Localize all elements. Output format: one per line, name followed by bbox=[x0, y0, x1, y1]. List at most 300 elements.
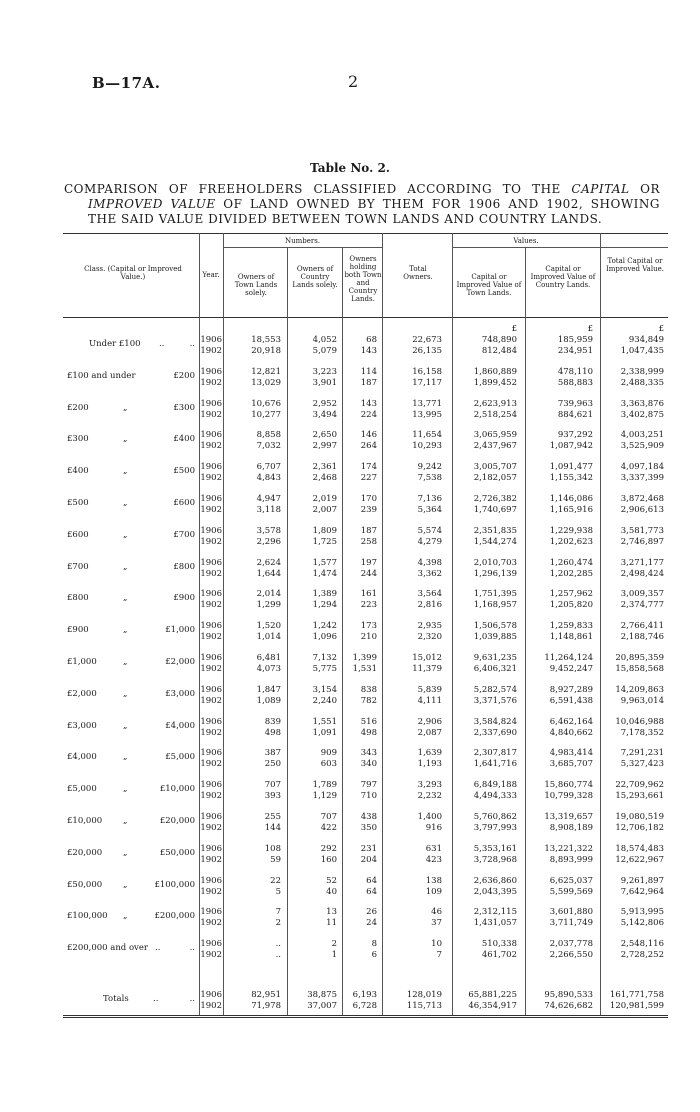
year-cell-1902: 1902 bbox=[200, 346, 222, 356]
total-value-cell-1906: 14,209,863 bbox=[615, 684, 664, 695]
town-owners-cell-1902: 3,118 bbox=[256, 505, 281, 515]
country-value-cell-1906: 937,292 bbox=[557, 430, 593, 441]
total-owners-cell-1906: 2,935 bbox=[417, 621, 442, 632]
year-cell-1906: 1906 bbox=[200, 366, 222, 377]
class-from: £20,000 bbox=[67, 847, 103, 858]
year-cell bbox=[199, 907, 222, 929]
town-owners-cell-1906: 7 bbox=[275, 907, 281, 918]
country-owners-cell bbox=[287, 812, 337, 834]
town-owners-cell-1902: 2 bbox=[275, 918, 281, 929]
country-value-cell bbox=[525, 748, 593, 770]
town-value-cell-1906: 2,307,817 bbox=[473, 748, 517, 759]
country-value-cell-1906: 13,221,322 bbox=[544, 843, 593, 854]
year-cell-1902: 1902 bbox=[200, 473, 222, 484]
total-value-cell-1906: 3,363,876 bbox=[620, 398, 664, 409]
country-owners-cell bbox=[287, 939, 337, 961]
total-value-cell bbox=[600, 462, 664, 484]
class-ditto: „ bbox=[123, 784, 128, 795]
town-value-cell-1902: 1,899,452 bbox=[473, 377, 517, 388]
class-from: £3,000 bbox=[67, 720, 97, 731]
total-value-cell-1906: 3,009,357 bbox=[620, 589, 664, 600]
country-value-cell bbox=[525, 335, 593, 357]
table-row bbox=[63, 589, 668, 611]
both-owners-cell-1906: 146 bbox=[360, 430, 377, 441]
country-owners-cell-1906: 707 bbox=[320, 812, 337, 822]
total-owners-cell bbox=[382, 399, 442, 421]
both-owners-cell-1902: 264 bbox=[360, 441, 377, 452]
town-owners-cell-1906: 82,951 bbox=[251, 990, 281, 1000]
town-owners-cell-1906: 1,847 bbox=[256, 684, 281, 695]
year-cell bbox=[199, 430, 222, 452]
total-owners-cell bbox=[382, 907, 442, 929]
town-owners-cell bbox=[223, 399, 281, 421]
comparison-table bbox=[63, 233, 668, 1023]
both-owners-cell-1902: 210 bbox=[360, 632, 377, 643]
country-value-cell-1906: 1,146,086 bbox=[549, 494, 593, 504]
country-value-cell-1902: 5,599,569 bbox=[549, 886, 593, 897]
year-header: Year. bbox=[202, 271, 220, 279]
country-value-cell bbox=[525, 367, 593, 389]
year-cell-1906: 1906 bbox=[200, 875, 222, 886]
country-value-cell bbox=[525, 621, 593, 643]
total-owners-cell-1906: 1,639 bbox=[417, 748, 442, 759]
town-value-cell-1902: 3,797,993 bbox=[473, 823, 517, 833]
both-owners-cell bbox=[342, 462, 377, 484]
total-owners-cell bbox=[382, 685, 442, 707]
total-value-cell-1906: 2,338,999 bbox=[620, 366, 664, 377]
country-value-cell-1906: 8,927,289 bbox=[549, 684, 593, 695]
town-value-cell-1906: 3,584,824 bbox=[473, 716, 517, 727]
town-owners-cell bbox=[223, 621, 281, 643]
town-owners-cell bbox=[223, 653, 281, 675]
country-owners-cell bbox=[287, 558, 337, 580]
class-from: £2,000 bbox=[67, 688, 97, 699]
town-value-cell-1902: 1,431,057 bbox=[473, 918, 517, 929]
total-owners-cell bbox=[382, 748, 442, 770]
country-owners-cell-1906: 52 bbox=[326, 875, 337, 886]
class-to: £400 bbox=[173, 434, 195, 445]
year-cell bbox=[199, 621, 222, 643]
total-value-cell bbox=[600, 558, 664, 580]
country-value-cell bbox=[525, 876, 593, 898]
table-row bbox=[63, 876, 668, 898]
town-value-cell-1906: 6,849,188 bbox=[473, 780, 517, 791]
both-owners-cell-1906: 173 bbox=[360, 621, 377, 632]
town-owners-cell-1902: 20,918 bbox=[251, 346, 281, 356]
total-value-cell-1906: 2,766,411 bbox=[620, 621, 664, 632]
class-to: £4,000 bbox=[165, 720, 195, 731]
year-cell-1902: 1902 bbox=[200, 441, 222, 452]
town-owners-cell-1902: 250 bbox=[264, 759, 281, 770]
total-value-cell-1906: 161,771,758 bbox=[609, 990, 664, 1000]
town-value-cell bbox=[452, 399, 517, 421]
town-owners-cell-1902: 71,978 bbox=[251, 1001, 281, 1011]
year-cell-1902: 1902 bbox=[200, 1001, 222, 1011]
total-owners-cell-1906: 4,398 bbox=[417, 557, 442, 568]
both-owners-cell-1906: 438 bbox=[360, 812, 377, 822]
total-value-cell bbox=[600, 685, 664, 707]
class-ditto: „ bbox=[123, 847, 128, 858]
country-owners-cell-1902: 2,007 bbox=[312, 505, 337, 515]
country-owners-cell-1906: 1,809 bbox=[312, 525, 337, 536]
table-row bbox=[63, 558, 668, 580]
class-ditto: „ bbox=[123, 402, 128, 413]
class-to: £10,000 bbox=[159, 784, 195, 795]
class-from: Totals bbox=[103, 994, 129, 1004]
total-value-cell bbox=[600, 526, 664, 548]
total-owners-cell bbox=[382, 462, 442, 484]
town-value-cell-1902: 2,043,395 bbox=[473, 886, 517, 897]
total-owners-cell-1906: 16,158 bbox=[412, 366, 442, 377]
country-owners-cell bbox=[287, 990, 337, 1012]
class-ditto: „ bbox=[123, 688, 128, 699]
both-owners-cell bbox=[342, 526, 377, 548]
both-owners-cell-1902: 244 bbox=[360, 568, 377, 579]
class-ditto: „ bbox=[123, 879, 128, 890]
year-cell bbox=[199, 876, 222, 898]
class-from: £100 and under bbox=[67, 370, 136, 381]
country-value-cell bbox=[525, 494, 593, 516]
both-owners-cell-1906: 516 bbox=[360, 716, 377, 727]
total-owners-cell-1906: 9,242 bbox=[417, 462, 442, 473]
town-owners-cell-1906: 1,520 bbox=[256, 621, 281, 632]
country-owners-cell-1902: 5,079 bbox=[312, 346, 337, 356]
town-value-cell-1906: 65,881,225 bbox=[468, 990, 517, 1000]
table-caption: COMPARISON OF FREEHOLDERS CLASSIFIED ACCORDING TO THE CAPITAL OR IMPROVED VALUE OF LAND OWNED BY THEM FOR 1906 AND 1902, SHOWING THE SAID VALUE DIVIDED BETWEEN TOWN LANDS AND COUNTRY LANDS. bbox=[64, 182, 661, 226]
total-value-cell bbox=[600, 717, 664, 739]
country-owners-cell-1906: 2 bbox=[331, 939, 337, 950]
country-value-cell-1902: 234,951 bbox=[557, 346, 593, 356]
both-owners-cell-1902: 710 bbox=[360, 791, 377, 802]
town-value-cell-1906: 2,636,860 bbox=[473, 875, 517, 886]
both-owners-cell bbox=[342, 990, 377, 1012]
class-to: £50,000 bbox=[159, 847, 195, 858]
country-owners-cell-1902: 1,096 bbox=[312, 632, 337, 643]
town-value-cell-1906: 3,065,959 bbox=[473, 430, 517, 441]
total-owners-cell-1902: 11,379 bbox=[412, 664, 442, 674]
both-owners-cell bbox=[342, 558, 377, 580]
total-owners-cell-1906: 631 bbox=[425, 843, 442, 854]
town-owners-cell-1906: 3,578 bbox=[256, 525, 281, 536]
year-cell bbox=[199, 335, 222, 357]
table-number: Table No. 2. bbox=[310, 161, 390, 175]
both-owners-cell bbox=[342, 812, 377, 834]
town-owners-cell-1902: 1,299 bbox=[256, 600, 281, 611]
total-value-cell-1906: 10,046,988 bbox=[615, 716, 664, 727]
country-value-cell-1902: 4,840,662 bbox=[549, 727, 593, 738]
total-value-cell-1902: 2,728,252 bbox=[620, 950, 664, 961]
total-value-cell-1906: 9,261,897 bbox=[620, 875, 664, 886]
year-cell-1902: 1902 bbox=[200, 664, 222, 674]
year-cell bbox=[199, 462, 222, 484]
year-cell-1906: 1906 bbox=[200, 684, 222, 695]
total-value-cell-1902: 2,188,746 bbox=[620, 632, 664, 643]
total-value-cell bbox=[600, 844, 664, 866]
both-owners-cell bbox=[342, 907, 377, 929]
country-value-cell-1906: 1,229,938 bbox=[549, 525, 593, 536]
country-owners-cell-1906: 292 bbox=[320, 843, 337, 854]
town-owners-cell-1906: 707 bbox=[264, 780, 281, 791]
total-value-cell-1906: 4,003,251 bbox=[620, 430, 664, 441]
year-cell bbox=[199, 844, 222, 866]
total-value-cell-1906: 3,872,468 bbox=[620, 494, 664, 504]
class-to: £900 bbox=[173, 593, 195, 604]
country-value-cell-1906: 11,264,124 bbox=[544, 653, 593, 663]
class-to: .. bbox=[189, 943, 195, 954]
country-value-cell-1902: 1,165,916 bbox=[549, 505, 593, 515]
town-value-cell bbox=[452, 990, 517, 1012]
total-value-cell-1906: 7,291,231 bbox=[620, 748, 664, 759]
both-owners-cell-1906: 64 bbox=[366, 875, 377, 886]
total-value-header: Total Capital or Improved Value. bbox=[606, 257, 664, 273]
year-cell-1902: 1902 bbox=[200, 377, 222, 388]
total-owners-cell-1902: 13,995 bbox=[412, 409, 442, 420]
town-owners-cell-1902: 7,032 bbox=[256, 441, 281, 452]
country-value-cell-1902: 6,591,438 bbox=[549, 695, 593, 706]
year-cell bbox=[199, 717, 222, 739]
total-owners-cell-1902: 2,087 bbox=[417, 727, 442, 738]
class-ditto: .. bbox=[155, 943, 161, 954]
country-value-cell-1906: 2,037,778 bbox=[549, 939, 593, 950]
town-owners-header: Owners of Town Lands solely. bbox=[234, 273, 278, 297]
table-row bbox=[63, 780, 668, 802]
town-value-cell bbox=[452, 844, 517, 866]
country-owners-cell-1902: 3,494 bbox=[312, 409, 337, 420]
both-owners-cell bbox=[342, 367, 377, 389]
country-value-cell-1902: 1,148,861 bbox=[549, 632, 593, 643]
group-numbers-header: Numbers. bbox=[284, 237, 321, 245]
total-owners-cell bbox=[382, 812, 442, 834]
country-owners-cell-1902: 2,468 bbox=[312, 473, 337, 484]
town-owners-cell-1902: 144 bbox=[264, 823, 281, 833]
town-value-cell bbox=[452, 780, 517, 802]
country-owners-cell-1906: 2,952 bbox=[312, 398, 337, 409]
total-value-cell-1902: 3,402,875 bbox=[620, 409, 664, 420]
country-owners-cell-1906: 2,650 bbox=[312, 430, 337, 441]
country-value-cell-1906: 1,091,477 bbox=[549, 462, 593, 473]
town-value-cell bbox=[452, 589, 517, 611]
country-owners-cell bbox=[287, 589, 337, 611]
town-owners-cell-1902: 1,089 bbox=[256, 695, 281, 706]
town-owners-cell-1906: 2,624 bbox=[256, 557, 281, 568]
country-owners-cell-1906: 38,875 bbox=[307, 990, 337, 1000]
year-cell bbox=[199, 653, 222, 675]
class-from: £900 bbox=[67, 625, 89, 636]
country-value-cell bbox=[525, 907, 593, 929]
year-cell-1902: 1902 bbox=[200, 695, 222, 706]
country-value-cell-1906: 6,462,164 bbox=[549, 716, 593, 727]
class-ditto: „ bbox=[123, 657, 128, 667]
town-value-cell-1902: 1,296,139 bbox=[473, 568, 517, 579]
country-value-cell-1902: 3,711,749 bbox=[549, 918, 593, 929]
year-cell-1906: 1906 bbox=[200, 716, 222, 727]
total-owners-cell-1906: 138 bbox=[425, 875, 442, 886]
town-value-cell bbox=[452, 907, 517, 929]
country-value-cell bbox=[525, 939, 593, 961]
totals-row bbox=[63, 990, 668, 1012]
table-row bbox=[63, 430, 668, 452]
country-value-cell-1902: 1,205,820 bbox=[549, 600, 593, 611]
town-owners-cell bbox=[223, 812, 281, 834]
both-owners-cell-1906: 174 bbox=[360, 462, 377, 473]
class-from: £5,000 bbox=[67, 784, 97, 795]
country-value-cell bbox=[525, 462, 593, 484]
class-to: £800 bbox=[173, 561, 195, 572]
total-value-cell-1906: 19,080,519 bbox=[615, 812, 664, 822]
total-owners-cell bbox=[382, 717, 442, 739]
year-cell-1906: 1906 bbox=[200, 621, 222, 632]
both-owners-cell-1902: 143 bbox=[360, 346, 377, 356]
year-cell-1906: 1906 bbox=[200, 494, 222, 504]
class-ditto: „ bbox=[123, 625, 128, 636]
country-owners-cell bbox=[287, 685, 337, 707]
country-owners-cell-1902: 5,775 bbox=[312, 664, 337, 674]
both-owners-cell bbox=[342, 780, 377, 802]
both-owners-cell bbox=[342, 653, 377, 675]
total-owners-cell-1906: 22,673 bbox=[412, 335, 442, 345]
country-value-cell bbox=[525, 685, 593, 707]
country-value-cell-1902: 8,908,189 bbox=[549, 823, 593, 833]
table-row bbox=[63, 367, 668, 389]
total-owners-cell-1902: 109 bbox=[425, 886, 442, 897]
town-owners-cell bbox=[223, 748, 281, 770]
class-from: £500 bbox=[67, 498, 89, 508]
country-owners-cell bbox=[287, 907, 337, 929]
class-from: £200 bbox=[67, 402, 89, 413]
total-value-cell-1902: 3,525,909 bbox=[620, 441, 664, 452]
table-row bbox=[63, 621, 668, 643]
town-owners-cell bbox=[223, 589, 281, 611]
class-to: £5,000 bbox=[165, 752, 195, 763]
country-value-cell-1906: 1,257,962 bbox=[549, 589, 593, 600]
town-value-cell-1902: 3,371,576 bbox=[473, 695, 517, 706]
both-owners-cell-1906: 231 bbox=[360, 843, 377, 854]
country-value-cell bbox=[525, 990, 593, 1012]
total-value-cell-1902: 15,858,568 bbox=[615, 664, 664, 674]
both-owners-cell-1906: 143 bbox=[360, 398, 377, 409]
year-cell-1906: 1906 bbox=[200, 557, 222, 568]
town-value-cell-1902: 812,484 bbox=[481, 346, 517, 356]
country-owners-cell-1906: 2,019 bbox=[312, 494, 337, 504]
town-owners-cell-1906: .. bbox=[275, 939, 281, 950]
town-owners-cell-1906: 387 bbox=[264, 748, 281, 759]
town-owners-cell-1906: 4,947 bbox=[256, 494, 281, 504]
town-value-cell-1902: 1,168,957 bbox=[473, 600, 517, 611]
both-owners-cell-1902: 64 bbox=[366, 886, 377, 897]
total-owners-cell-1902: 423 bbox=[425, 854, 442, 865]
total-owners-cell bbox=[382, 494, 442, 516]
country-owners-cell bbox=[287, 717, 337, 739]
class-to: £600 bbox=[173, 498, 195, 508]
total-owners-cell-1906: 128,019 bbox=[406, 990, 442, 1000]
total-owners-cell-1906: 5,839 bbox=[417, 684, 442, 695]
total-value-cell-1902: 9,963,014 bbox=[620, 695, 664, 706]
country-value-cell-1902: 1,087,942 bbox=[549, 441, 593, 452]
year-cell-1902: 1902 bbox=[200, 854, 222, 865]
total-value-cell bbox=[600, 780, 664, 802]
both-owners-cell bbox=[342, 876, 377, 898]
country-value-cell bbox=[525, 717, 593, 739]
currency-country: £ bbox=[587, 324, 593, 334]
country-value-cell bbox=[525, 526, 593, 548]
town-owners-cell-1902: 4,843 bbox=[256, 473, 281, 484]
country-value-cell-1906: 478,110 bbox=[557, 366, 593, 377]
town-value-cell-1902: 461,702 bbox=[481, 950, 517, 961]
town-value-cell-1902: 2,437,967 bbox=[473, 441, 517, 452]
country-owners-cell-1902: 3,901 bbox=[312, 377, 337, 388]
total-value-cell bbox=[600, 430, 664, 452]
town-owners-cell bbox=[223, 717, 281, 739]
town-owners-cell-1906: 839 bbox=[264, 716, 281, 727]
country-owners-cell bbox=[287, 430, 337, 452]
country-owners-cell-1906: 909 bbox=[320, 748, 337, 759]
class-ditto: „ bbox=[123, 593, 128, 604]
total-value-cell-1902: 1,047,435 bbox=[620, 346, 664, 356]
both-owners-cell-1906: 797 bbox=[360, 780, 377, 791]
page-number: 2 bbox=[348, 72, 359, 91]
class-from: £100,000 bbox=[67, 911, 108, 922]
year-cell-1906: 1906 bbox=[200, 748, 222, 759]
total-value-cell bbox=[600, 589, 664, 611]
total-owners-cell-1902: 26,135 bbox=[412, 346, 442, 356]
town-value-cell-1902: 2,518,254 bbox=[473, 409, 517, 420]
table-row bbox=[63, 526, 668, 548]
country-value-cell bbox=[525, 653, 593, 675]
total-value-cell bbox=[600, 812, 664, 834]
country-owners-cell bbox=[287, 367, 337, 389]
total-owners-cell bbox=[382, 367, 442, 389]
both-owners-cell bbox=[342, 621, 377, 643]
town-owners-cell-1902: 498 bbox=[264, 727, 281, 738]
town-owners-cell bbox=[223, 876, 281, 898]
both-owners-cell-1906: 26 bbox=[366, 907, 377, 918]
total-value-cell bbox=[600, 939, 664, 961]
town-value-cell-1906: 9,631,235 bbox=[473, 653, 517, 663]
town-value-cell bbox=[452, 685, 517, 707]
country-owners-cell-1906: 7,132 bbox=[312, 653, 337, 663]
town-owners-cell-1906: 6,481 bbox=[256, 653, 281, 663]
town-owners-cell-1902: 5 bbox=[275, 886, 281, 897]
year-cell bbox=[199, 558, 222, 580]
country-owners-cell-1906: 3,154 bbox=[312, 684, 337, 695]
town-value-cell-1906: 1,751,395 bbox=[473, 589, 517, 600]
year-cell-1906: 1906 bbox=[200, 653, 222, 663]
both-owners-cell-1906: 8 bbox=[371, 939, 377, 950]
year-cell-1906: 1906 bbox=[200, 398, 222, 409]
country-owners-cell-1902: 422 bbox=[320, 823, 337, 833]
country-owners-cell-1906: 2,361 bbox=[312, 462, 337, 473]
town-value-cell bbox=[452, 717, 517, 739]
total-owners-cell-1906: 3,293 bbox=[417, 780, 442, 791]
country-value-header: Capital or Improved Value of Country Lands. bbox=[530, 265, 596, 289]
both-owners-cell bbox=[342, 939, 377, 961]
total-owners-cell-1902: 916 bbox=[425, 823, 442, 833]
total-owners-cell-1906: 13,771 bbox=[412, 398, 442, 409]
total-value-cell-1902: 7,642,964 bbox=[620, 886, 664, 897]
both-owners-cell-1906: 1,399 bbox=[352, 653, 377, 663]
class-ditto: .. bbox=[153, 994, 159, 1004]
total-owners-cell-1906: 11,654 bbox=[412, 430, 442, 441]
town-owners-cell-1902: 10,277 bbox=[251, 409, 281, 420]
class-ditto: „ bbox=[123, 816, 128, 826]
both-owners-cell-1902: 340 bbox=[360, 759, 377, 770]
class-from: £300 bbox=[67, 434, 89, 445]
town-owners-cell-1906: 22 bbox=[270, 875, 281, 886]
total-owners-cell-1902: 2,816 bbox=[417, 600, 442, 611]
country-owners-cell-1906: 3,223 bbox=[312, 366, 337, 377]
both-owners-cell-1906: 838 bbox=[360, 684, 377, 695]
both-owners-cell-1902: 1,531 bbox=[352, 664, 377, 674]
